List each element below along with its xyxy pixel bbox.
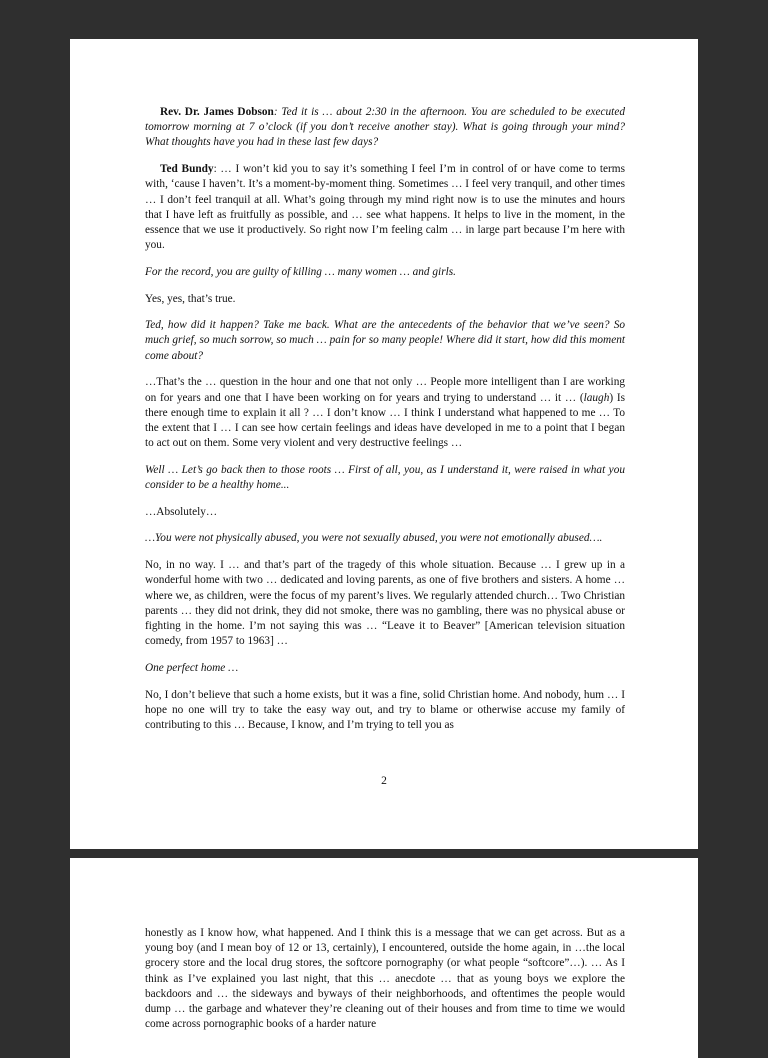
document-page-3: [70, 858, 698, 1058]
answer-paragraph: No, I don’t believe that such a home exists, but it was a fine, solid Christian home. And nobody, hum … I hope no one will try to take the easy way out, and try to blame or otherwise accuse my family of contributing to this … Because, I know, and I’m trying to tell you as: [145, 688, 625, 731]
question-paragraph: For the record, you are guilty of killing … many women … and girls.: [145, 265, 456, 278]
paragraph: [145, 105, 625, 151]
answer-paragraph: No, in no way. I … and that’s part of the tragedy of this whole situation. Because … I grew up in a wonderful home with two … dedicated and loving parents, as one of five brothers and sisters. A home … where we, as children, were the focus of my parent’s lives. We regularly attended church… Two Christian parents … they did not drink, they did not smoke, there was no gambling, there was no physical abuse or fighting in the home. I’m not saying this was … “Leave it to Beaver” [American television situation comedy, from 1957 to 1963] …: [145, 559, 625, 648]
paragraph: [145, 162, 625, 253]
answer-text: ) Is there enough time to explain it all ? … I don’t know … I think I understand what happened to me … To the extent that I … I can see how certain feelings and ideas have developed in me to a point that I began to act out on them. Some very violent and very destructive feelings …: [145, 391, 625, 450]
speaker-name: Rev. Dr. James Dobson: [160, 106, 274, 118]
question-paragraph: …You were not physically abused, you were not sexually abused, you were not emotionally abused….: [145, 532, 603, 545]
page-body: [145, 926, 625, 1044]
answer-paragraph: honestly as I know how, what happened. And I think this is a message that we can get across. But as a young boy (and I mean boy of 12 or 13, certainly), I encountered, outside the home again, in …the local grocery store and the local drug stores, the softcore pornography (or what people “softcore”…). … As I think as I’ve explained you last night, that this … anecdote … that as young boys we explore the backdoors and … the sideways and byways of their neighborhoods, and oftentimes the people would dump … the garbage and whatever they’re cleaning out of their houses and from time to time we would come across pornographic books of a harder nature: [145, 927, 625, 1031]
question-paragraph: One perfect home …: [145, 661, 239, 674]
answer-paragraph: …Absolutely…: [145, 505, 218, 518]
document-page-2: [70, 39, 698, 849]
answer-text: : … I won’t kid you to say it’s something I feel I’m in control of or have come to terms with, ‘cause I haven’t. It’s a moment-by-moment thing. Sometimes … I feel very tranquil, and other times … I don’t feel tranquil at all. What’s going through my mind right now is to use the minutes and hours that I have left as fruitfully as possible, and … see what happens. It helps to live in the moment, in the essence that we use it productively. So right now I’m feeling calm … in large part because I’m here with you.: [145, 163, 625, 252]
question-paragraph: Well … Let’s go back then to those roots … First of all, you, as I understand it, were raised in what you consider to be a healthy home...: [145, 463, 625, 492]
laugh-annotation: laugh: [583, 391, 610, 404]
page-number: 2: [381, 775, 387, 787]
answer-paragraph: [145, 375, 625, 451]
page-body: [145, 105, 625, 745]
answer-text: …That’s the … question in the hour and one that not only … People more intelligent than I are working on for years and one that I have been working on for years and trying to understand … it … (: [145, 376, 625, 404]
question-text: : Ted it is … about 2:30 in the afternoon. You are scheduled to be executed tomorrow morning at 7 o’clock (if you don’t receive another stay). What is going through your mind? What thoughts have you had in these last few days?: [145, 106, 625, 149]
question-paragraph: Ted, how did it happen? Take me back. What are the antecedents of the behavior that we’ve seen? So much grief, so much sorrow, so much … pain for so many people! Where did it start, how did this moment come about?: [145, 319, 625, 362]
speaker-name: Ted Bundy: [160, 163, 214, 176]
answer-paragraph: Yes, yes, that’s true.: [145, 292, 236, 305]
